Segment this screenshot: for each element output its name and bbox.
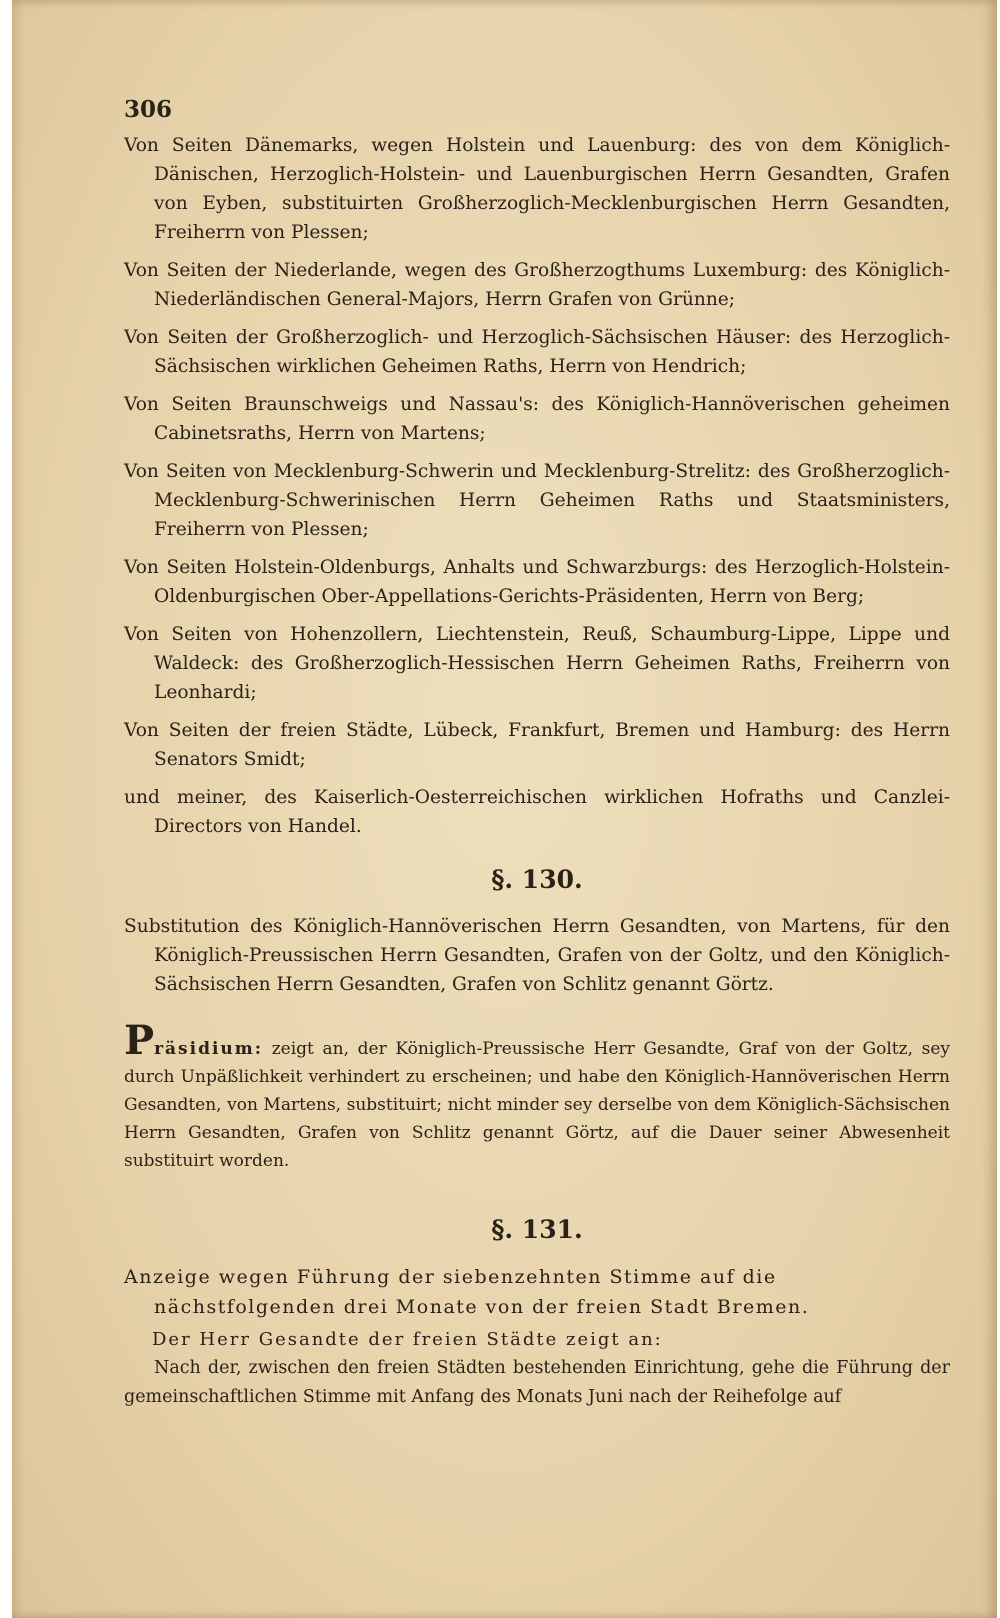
book-page [12,0,997,1618]
delegation-entry-6: Von Seiten Holstein-Oldenburgs, Anhalts und Schwarzburgs: des Herzoglich-Holstein-Oldenburgischen Ober-Appellations-Gerichts-Präsidenten, Herrn von Berg; [124,557,950,607]
delegation-entry-9: und meiner, des Kaiserlich-Oesterreichischen wirklichen Hofraths und Canzlei-Directors von Handel. [124,787,950,837]
praesidium-paragraph [124,1017,951,1175]
praesidium-initial: P [124,1017,155,1064]
page-number: 306 [124,96,173,123]
praesidium-text: zeigt an, der Königlich-Preussische Herr Gesandte, Graf von der Goltz, sey durch Unpäßlichkeit verhindert zu erscheinen; und habe den Königlich-Hannöverischen Herrn Gesandten, von Martens, substituirt; nicht minder sey derselbe von dem Königlich-Sächsischen Herrn Gesandten, Grafen von Schlitz genannt Görtz, auf die Dauer seiner Abwesenheit substituirt worden. [124,1039,951,1171]
section-130-heading: §. 130. [491,865,583,894]
delegation-entry-4: Von Seiten Braunschweigs und Nassau's: des Königlich-Hannöverischen geheimen Cabinetsraths, Herrn von Martens; [124,394,950,444]
section-131-subheading: Der Herr Gesandte der freien Städte zeigt an: [152,1329,663,1350]
section-131-title: Anzeige wegen Führung der siebenzehnten Stimme auf die nächstfolgenden drei Monate von der freien Stadt Bremen. [124,1266,810,1318]
section-130-title: Substitution des Königlich-Hannöverischen Herrn Gesandten, von Martens, für den Königlich-Preussischen Herrn Gesandten, Grafen von der Goltz, und den Königlich-Sächsischen Herrn Gesandten, Grafen von Schlitz genannt Görtz. [124,916,950,995]
delegation-entry-8: Von Seiten der freien Städte, Lübeck, Frankfurt, Bremen und Hamburg: des Herrn Senators Smidt; [124,720,950,770]
delegation-entry-5: Von Seiten von Mecklenburg-Schwerin und Mecklenburg-Strelitz: des Großherzoglich-Mecklenburg-Schwerinischen Herrn Geheimen Raths und Staatsministers, Freiherrn von Plessen; [124,461,950,540]
delegation-entry-3: Von Seiten der Großherzoglich- und Herzoglich-Sächsischen Häuser: des Herzoglich-Sächsischen wirklichen Geheimen Raths, Herrn von Hendrich; [124,327,950,377]
delegation-entry-7: Von Seiten von Hohenzollern, Liechtenstein, Reuß, Schaumburg-Lippe, Lippe und Waldeck: des Großherzoglich-Hessischen Herrn Geheimen Raths, Freiherrn von Leonhardi; [124,624,950,703]
page-content [124,96,950,1412]
delegation-entry-2: Von Seiten der Niederlande, wegen des Großherzogthums Luxemburg: des Königlich-Niederländischen General-Majors, Herrn Grafen von Grünne; [124,260,950,310]
delegation-entry-1: Von Seiten Dänemarks, wegen Holstein und Lauenburg: des von dem Königlich-Dänischen, Herzoglich-Holstein- und Lauenburgischen Herrn Gesandten, Grafen von Eyben, substituirten Großherzoglich-Mecklenburgischen Herrn Gesandten, Freiherrn von Plessen; [124,135,950,243]
section-131-body: Nach der, zwischen den freien Städten bestehenden Einrichtung, gehe die Führung der gemeinschaftlichen Stimme mit Anfang des Monats Juni nach der Reihefolge auf [124,1358,950,1407]
section-131-heading: §. 131. [491,1215,583,1244]
praesidium-label: räsidium: [154,1039,264,1059]
